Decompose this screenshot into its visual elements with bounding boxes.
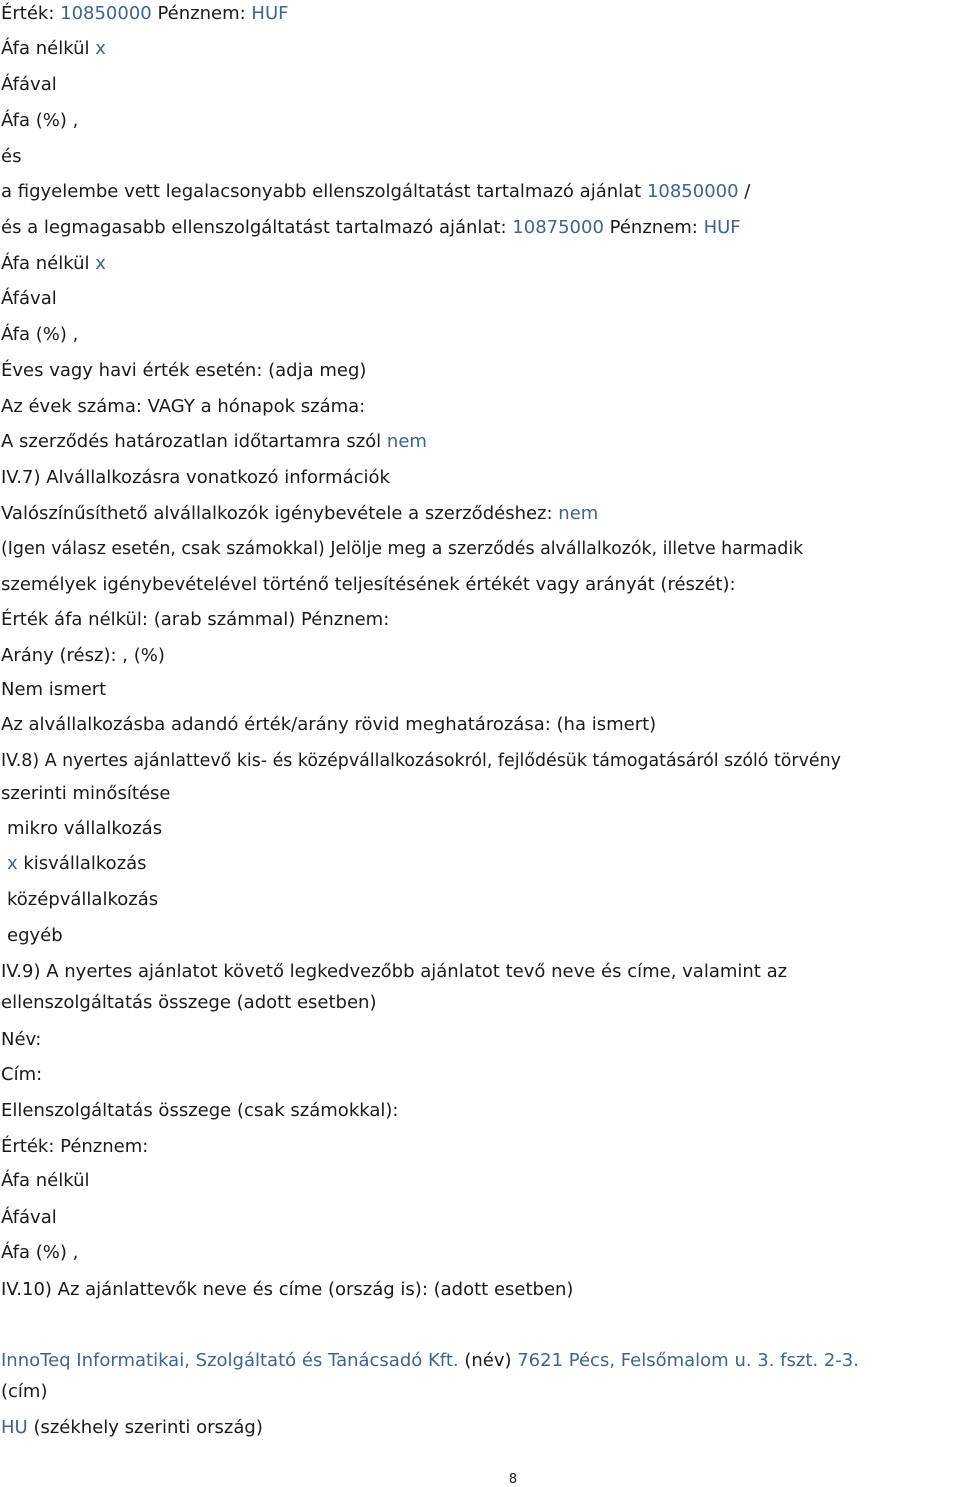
text-segment: Cím:	[1, 1064, 43, 1085]
highlighted-value: HUF	[703, 217, 741, 238]
text-line	[1, 252, 106, 276]
text-line	[7, 852, 147, 876]
text-line	[1, 180, 750, 204]
text-segment: Arány (rész): , (%)	[1, 645, 165, 666]
text-line	[1, 323, 78, 347]
highlighted-value: nem	[386, 431, 427, 452]
text-segment: és	[1, 146, 22, 167]
text-segment: (név)	[458, 1350, 518, 1371]
text-line	[1, 960, 787, 984]
text-segment: ellenszolgáltatás összege (adott esetben)	[1, 992, 377, 1013]
text-segment: Áfa (%) ,	[1, 324, 79, 345]
text-line	[1, 216, 741, 240]
text-line	[1, 608, 389, 632]
page-number: 8	[508, 1472, 518, 1487]
text-segment: személyek igénybevételével történő teljesítésének értékét vagy arányát (részét):	[1, 574, 736, 595]
text-segment: középvállalkozás	[7, 889, 159, 910]
text-segment: IV.10) Az ajánlattevők neve és címe (ország is): (adott esetben)	[1, 1279, 574, 1300]
text-segment: (cím)	[1, 1381, 48, 1402]
text-segment: Áfa (%) ,	[1, 110, 79, 131]
highlighted-value: InnoTeq Informatikai, Szolgáltató és Tanácsadó Kft.	[1, 1350, 459, 1371]
text-segment: Érték: Pénznem:	[1, 1136, 149, 1157]
text-line	[1, 73, 57, 97]
text-segment: Valószínűsíthető alvállalkozók igénybevétele a szerződéshez:	[1, 503, 559, 524]
text-segment: /	[738, 181, 751, 202]
text-segment: Nem ismert	[1, 679, 107, 700]
text-line	[1, 1349, 859, 1373]
text-segment: Áfával	[1, 1207, 57, 1228]
text-line	[1, 502, 598, 526]
text-line	[1, 1169, 90, 1193]
text-line	[1, 1135, 148, 1159]
text-segment: IV.8) A nyertes ajánlattevő kis- és középvállalkozásokról, fejlődésük támogatásáról szóló törvény	[1, 751, 841, 771]
text-segment: Áfával	[1, 288, 57, 309]
text-line	[7, 888, 158, 912]
highlighted-value: 10875000	[512, 217, 604, 238]
highlighted-value: 10850000	[60, 3, 152, 24]
text-segment: szerinti minősítése	[1, 783, 171, 804]
text-line	[1, 1099, 398, 1123]
highlighted-value: x	[95, 253, 106, 274]
text-segment: Név:	[1, 1029, 42, 1050]
text-segment: egyéb	[7, 925, 63, 946]
text-segment: Az alvállalkozásba adandó érték/arány rövid meghatározása: (ha ismert)	[1, 714, 657, 735]
text-line	[1, 573, 736, 597]
text-segment: Áfa (%) ,	[1, 1242, 79, 1263]
highlighted-value: 7621 Pécs, Felsőmalom u. 3. fszt. 2-3.	[517, 1350, 859, 1371]
text-segment: Pénznem:	[603, 217, 704, 238]
text-line	[1, 37, 106, 61]
text-line	[1, 1241, 78, 1265]
text-line	[7, 817, 162, 841]
highlighted-value: x	[95, 38, 106, 59]
text-segment: (Igen válasz esetén, csak számokkal) Jelölje meg a szerződés alvállalkozók, illetve harmadik	[1, 539, 804, 559]
highlighted-value: 10850000	[646, 181, 739, 202]
text-segment: A szerződés határozatlan időtartamra szól	[1, 431, 387, 452]
text-segment: Áfa nélkül	[1, 253, 96, 274]
text-segment: Áfa nélkül	[1, 1170, 90, 1191]
text-segment: mikro vállalkozás	[7, 818, 163, 839]
text-line	[1, 644, 165, 668]
text-line	[1, 1278, 573, 1302]
text-line	[1, 678, 106, 702]
highlighted-value: HUF	[251, 3, 289, 24]
text-segment: kisvállalkozás	[17, 853, 147, 874]
text-segment: Pénznem:	[151, 3, 252, 24]
text-segment: Áfa nélkül	[1, 38, 96, 59]
text-segment: Ellenszolgáltatás összege (csak számokkal):	[1, 1100, 399, 1121]
text-line	[1, 1380, 47, 1404]
text-line	[1, 1416, 263, 1440]
text-line	[1, 991, 377, 1015]
text-segment: Az évek száma: VAGY a hónapok száma:	[1, 396, 366, 417]
text-segment: Érték:	[1, 3, 61, 24]
text-line	[1, 466, 390, 490]
text-segment: Érték áfa nélkül: (arab számmal) Pénznem:	[1, 609, 390, 630]
text-line	[1, 430, 427, 454]
text-line	[1, 1063, 42, 1087]
text-segment: IV.9) A nyertes ajánlatot követő legkedvezőbb ajánlatot tevő neve és címe, valamint az	[1, 961, 788, 982]
text-line	[1, 713, 656, 737]
text-line	[1, 109, 78, 133]
text-line	[1, 782, 170, 806]
text-line	[1, 749, 841, 773]
text-line	[1, 537, 803, 561]
text-segment: Áfával	[1, 74, 57, 95]
highlighted-value: x	[7, 853, 18, 874]
text-segment: Éves vagy havi érték esetén: (adja meg)	[1, 360, 367, 381]
text-line	[1, 2, 289, 26]
text-line	[1, 1028, 41, 1052]
text-line	[1, 287, 57, 311]
text-line	[1, 359, 366, 383]
highlighted-value: HU	[1, 1417, 28, 1438]
text-line	[1, 145, 21, 169]
text-line	[7, 924, 63, 948]
text-line	[1, 395, 365, 419]
text-segment: (székhely szerinti ország)	[27, 1417, 263, 1438]
highlighted-value: nem	[558, 503, 599, 524]
text-line	[1, 1206, 57, 1230]
text-segment: a figyelembe vett legalacsonyabb ellenszolgáltatást tartalmazó ajánlat	[1, 181, 647, 202]
text-segment: IV.7) Alvállalkozásra vonatkozó információk	[1, 467, 390, 488]
text-segment: és a legmagasabb ellenszolgáltatást tartalmazó ajánlat:	[1, 217, 513, 238]
